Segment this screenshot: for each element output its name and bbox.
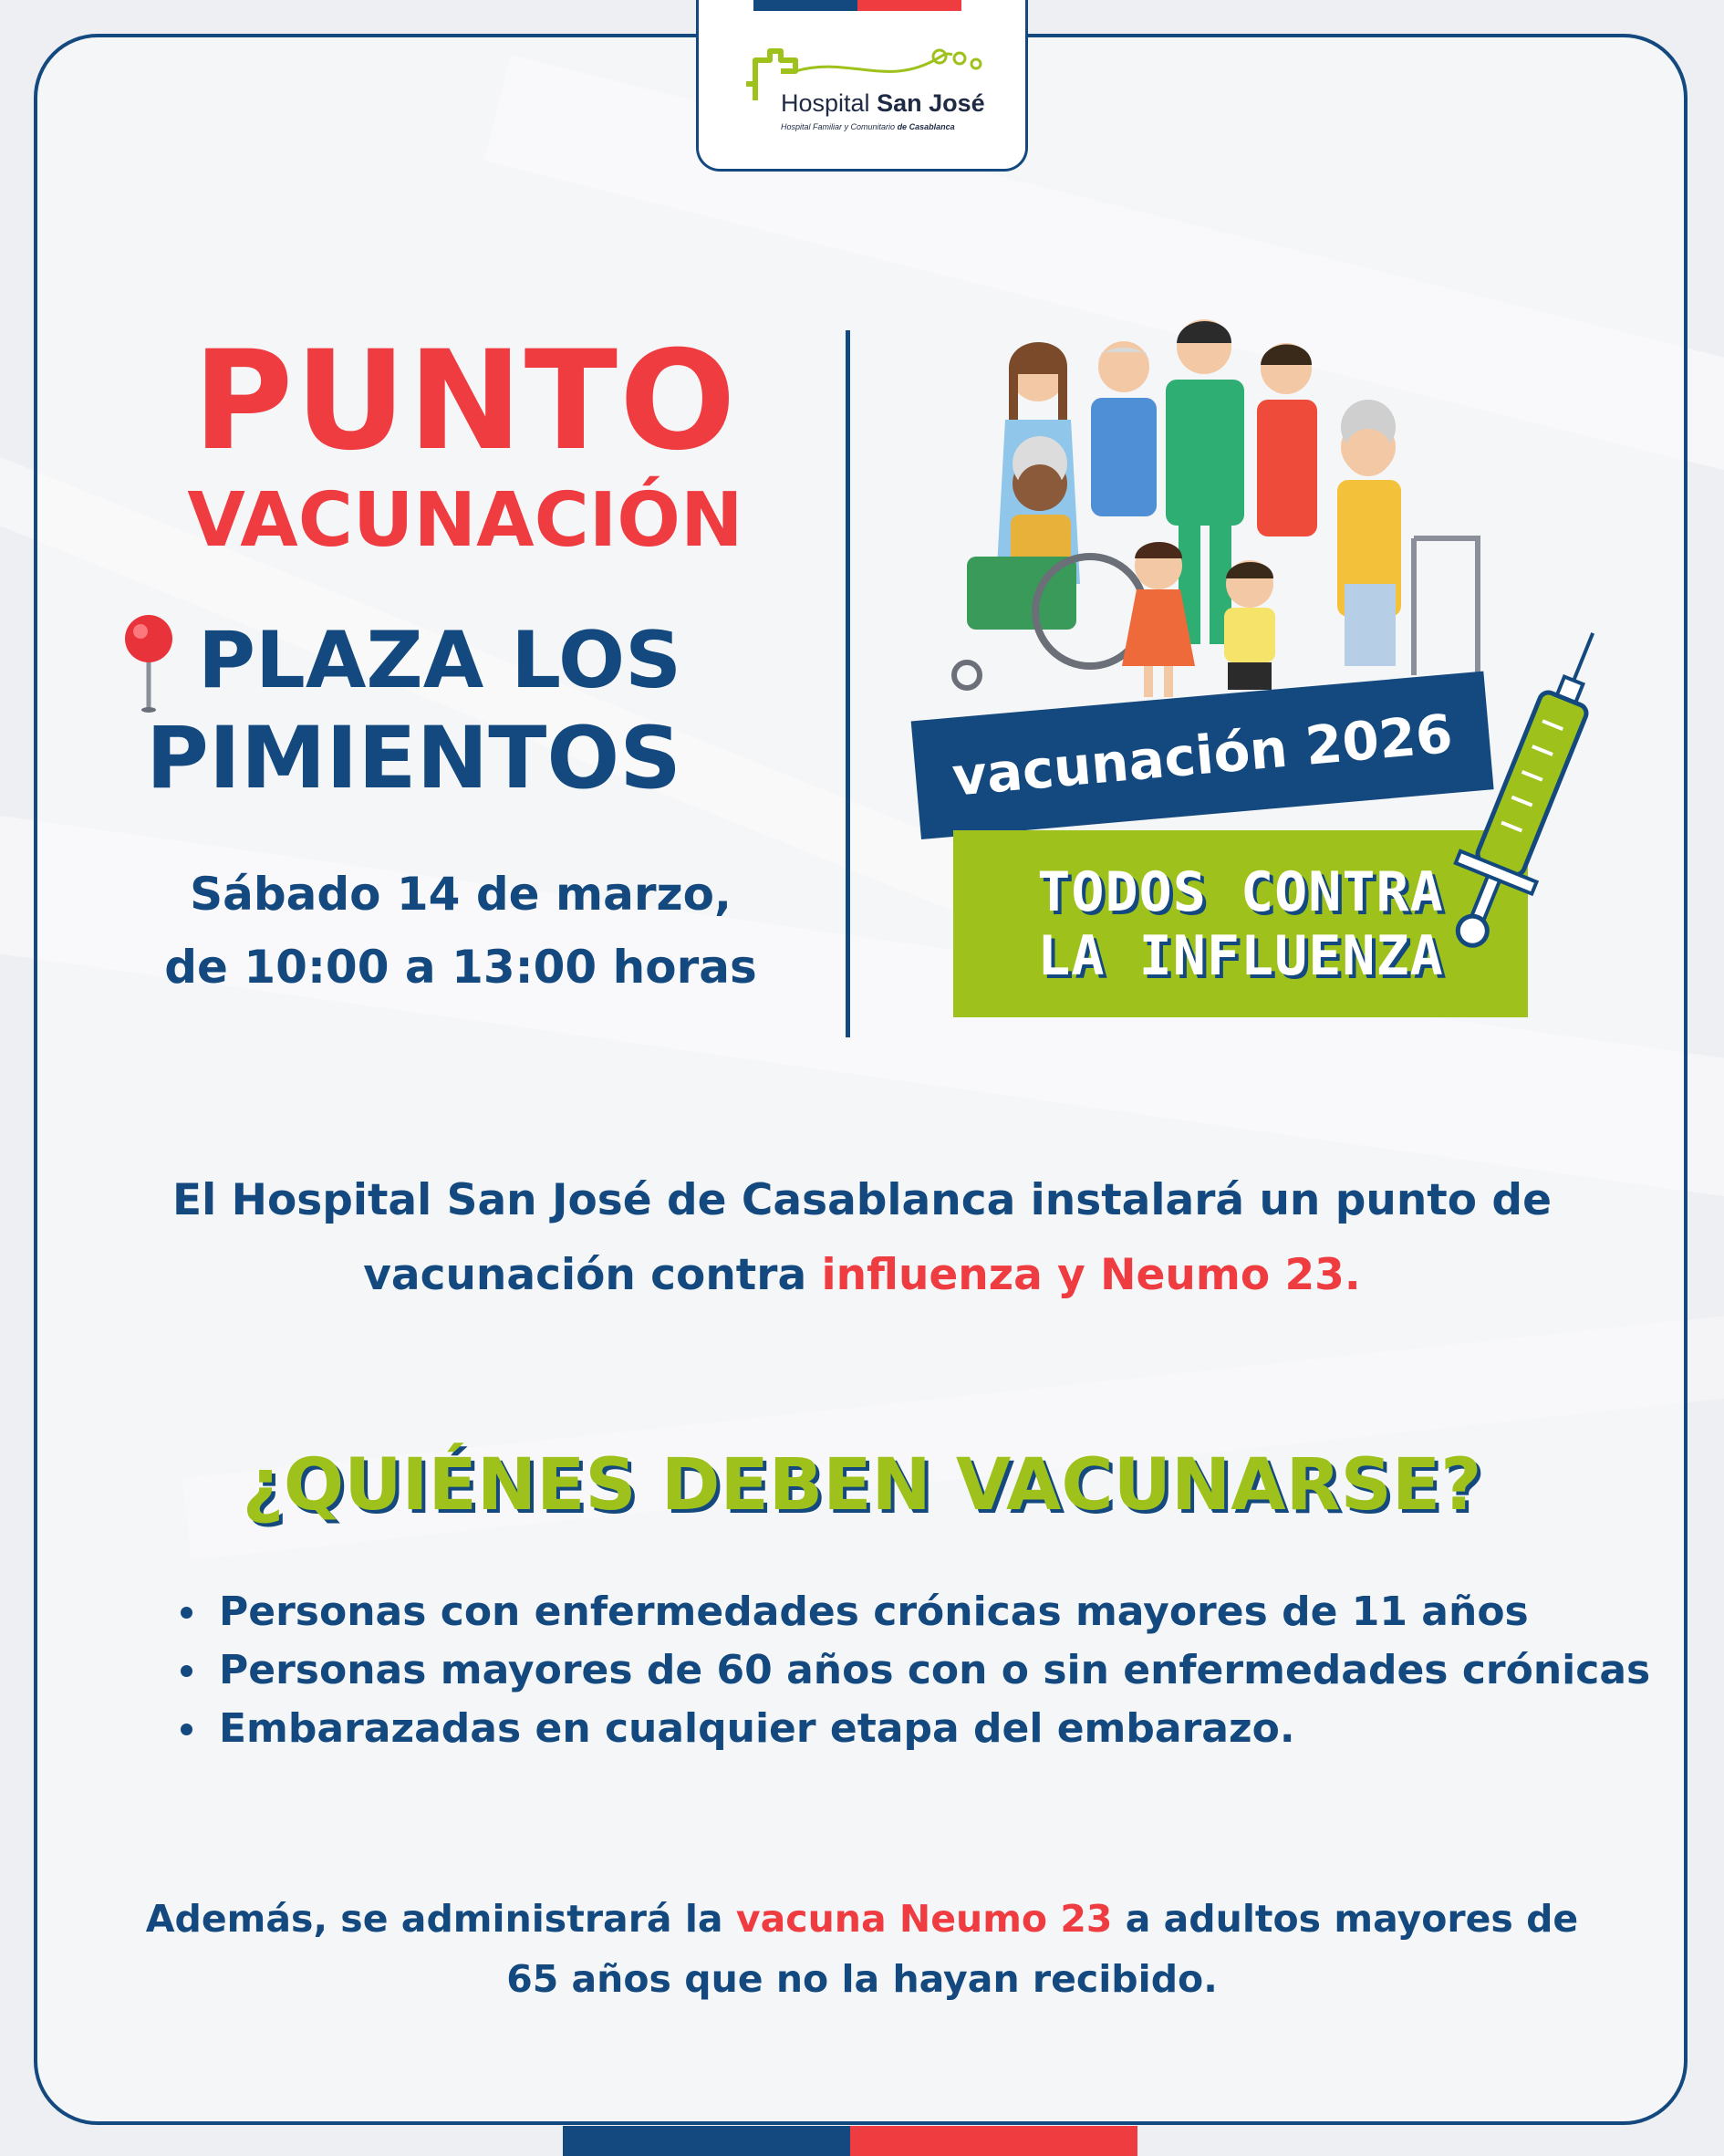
campaign-banner (953, 830, 1528, 1017)
closing-paragraph (137, 1889, 1587, 2009)
location-line-1: PLAZA LOS (198, 615, 682, 706)
list-item (173, 1700, 1633, 1758)
flag-stripe-top (753, 0, 961, 11)
logo-hospital-subtitle: Hospital Familiar y Comunitario de Casablanca (781, 122, 955, 131)
illustration-person (1091, 341, 1157, 516)
headline-punto: PUNTO (192, 322, 738, 481)
intro-text: El Hospital San José de Casablanca instalará un punto de vacunación contra (172, 1175, 1552, 1300)
vertical-divider (846, 330, 850, 1037)
list-item-text: Personas mayores de 60 años con o sin enfermedades crónicas (219, 1647, 1651, 1693)
list-item-text: Embarazadas en cualquier etapa del embarazo. (219, 1705, 1295, 1752)
who-should-vaccinate-heading: ¿QUIÉNES DEBEN VACUNARSE? (242, 1444, 1482, 1526)
headline-vacunacion: VACUNACIÓN (187, 477, 743, 564)
syringe-icon (1450, 620, 1605, 967)
campaign-line-1: TODOS CONTRA (1037, 859, 1444, 924)
list-item (173, 1583, 1633, 1641)
bullet-icon (181, 1724, 192, 1735)
event-time: de 10:00 a 13:00 horas (164, 941, 757, 994)
intro-paragraph (137, 1163, 1587, 1313)
bullet-icon (181, 1665, 192, 1677)
vaccination-year-label: vacunación 2026 (950, 702, 1456, 808)
illustration-person (1224, 560, 1275, 690)
headline (137, 324, 794, 567)
illustration-person (1257, 343, 1317, 536)
list-item-text: Personas con enfermedades crónicas mayores de 11 años (219, 1588, 1529, 1635)
intro-period: . (1344, 1250, 1361, 1300)
eligibility-list (173, 1583, 1651, 1758)
campaign-line-2: LA INFLUENZA (1037, 923, 1444, 988)
event-date: Sábado 14 de marzo, (190, 868, 732, 921)
bullet-icon (181, 1607, 192, 1619)
closing-text-2: a adultos mayores de 65 años que no la hayan recibido. (506, 1897, 1579, 2001)
location-line-2: PIMIENTOS (146, 709, 681, 808)
event-date-time (141, 858, 780, 1004)
intro-highlight: influenza y Neumo 23 (821, 1250, 1345, 1300)
map-pin-icon (123, 613, 174, 715)
hospital-logo-card (696, 0, 1028, 172)
closing-text-1: Además, se administrará la (145, 1897, 723, 1941)
flag-stripe-bottom (563, 2126, 1137, 2156)
closing-highlight: vacuna Neumo 23 (735, 1897, 1113, 1941)
logo-hospital-name: Hospital San José (781, 89, 985, 117)
list-item (173, 1641, 1651, 1700)
